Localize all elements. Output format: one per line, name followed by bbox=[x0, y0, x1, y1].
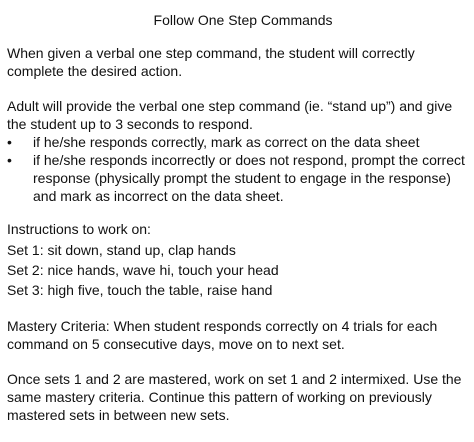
procedure-section bbox=[7, 97, 469, 205]
set-line: Set 1: sit down, stand up, clap hands bbox=[7, 242, 236, 258]
instructions-heading: Instructions to work on: bbox=[7, 221, 151, 237]
goal-paragraph: When given a verbal one step command, the student will correctly complete the desired action. bbox=[7, 45, 415, 79]
procedure-bullet-text: if he/she responds correctly, mark as correct on the data sheet bbox=[33, 134, 420, 150]
continuation-paragraph: Once sets 1 and 2 are mastered, work on set 1 and 2 intermixed. Use the same mastery criteria. Continue this pattern of working on previously mastered sets in between new sets. bbox=[7, 371, 462, 423]
procedure-bullet-item bbox=[7, 151, 469, 205]
bullet-glyph: • bbox=[7, 134, 12, 150]
procedure-bullet-item bbox=[7, 133, 469, 151]
document-title: Follow One Step Commands bbox=[153, 12, 333, 28]
procedure-bullet-text: if he/she responds incorrectly or does not respond, prompt the correct response (physically prompt the student to engage in the response) and mark as incorrect on the data sheet. bbox=[33, 152, 465, 204]
bullet-glyph: • bbox=[7, 152, 12, 168]
procedure-bullet-list bbox=[7, 133, 469, 205]
instructions-section bbox=[7, 220, 469, 300]
set-line: Set 3: high five, touch the table, raise hand bbox=[7, 282, 273, 298]
mastery-criteria-paragraph: Mastery Criteria: When student responds correctly on 4 trials for each command on 5 consecutive days, move on to next set. bbox=[7, 318, 438, 352]
set-line: Set 2: nice hands, wave hi, touch your head bbox=[7, 262, 279, 278]
document-page bbox=[7, 11, 469, 424]
procedure-intro: Adult will provide the verbal one step command (ie. “stand up”) and give the student up to 3 seconds to respond. bbox=[7, 98, 453, 132]
